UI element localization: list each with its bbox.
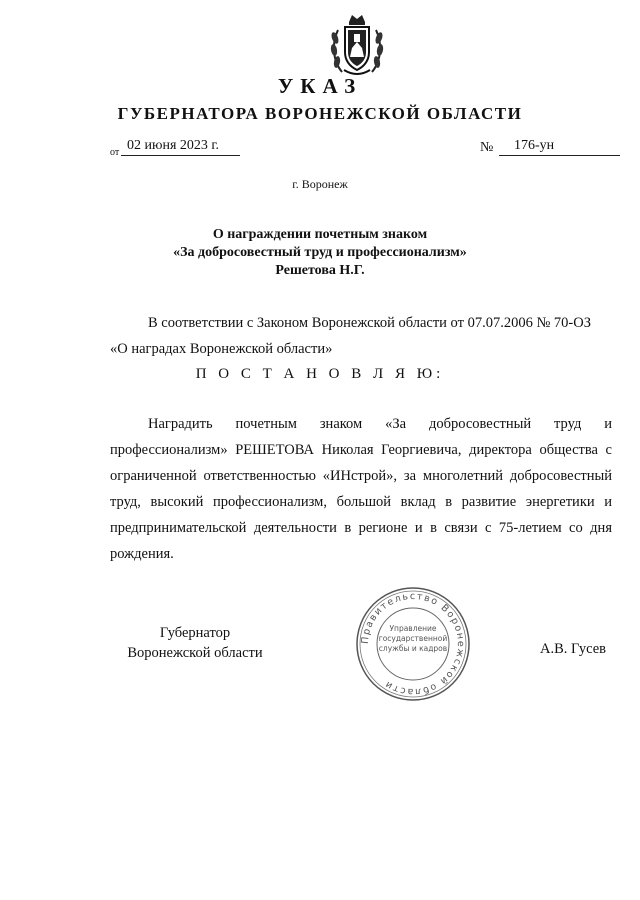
coat-of-arms-icon [328, 12, 386, 78]
decree-word: П О С Т А Н О В Л Я Ю: [195, 366, 445, 382]
legal-basis-line: В соответствии с Законом Воронежской области от 07.07.2006 № 70-ОЗ [148, 315, 591, 331]
subject-block [0, 226, 640, 280]
subject-line: О награждении почетным знаком [212, 227, 428, 242]
subject-line: «За добросовестный труд и профессионализм» [173, 245, 467, 260]
official-stamp [354, 585, 472, 703]
stamp-line: службы и кадров [378, 644, 448, 653]
city: г. Воронеж [292, 177, 348, 191]
position-line: Губернатор [159, 625, 231, 641]
award-paragraph: Наградить почетным знаком «За добросовестный труд и профессионализм» РЕШЕТОВА Николая Георгиевича, директора общества с ограниченной ответственностью «ИНстрой», за многолетний добросовестный труд, высокий профессионализм, большой вклад в развитие энергетики и предпринимательской деятельности в регионе и в связи с 75-летием со дня рождения. [110, 416, 612, 562]
number-sign: № [480, 140, 494, 155]
signatory-position [110, 623, 280, 663]
signatory-name: А.В. Гусев [540, 641, 606, 657]
date-number-line [110, 138, 610, 160]
stamp-ring-text: Правительство Воронежской области [359, 590, 467, 698]
position-line: Воронежской области [127, 645, 263, 661]
date-prefix: от [110, 147, 120, 158]
document-date: 02 июня 2023 г. [121, 138, 240, 156]
stamp-line: Управление [389, 624, 437, 633]
legal-basis-line: «О наградах Воронежской области» [110, 341, 333, 357]
subject-line: Решетова Н.Г. [275, 263, 365, 278]
issuer: ГУБЕРНАТОРА ВОРОНЕЖСКОЙ ОБЛАСТИ [117, 104, 523, 123]
document-number: 176-ун [499, 138, 620, 156]
stamp-line: государственной [378, 634, 448, 643]
document-type: УКАЗ [277, 74, 363, 98]
legal-basis [110, 310, 610, 362]
